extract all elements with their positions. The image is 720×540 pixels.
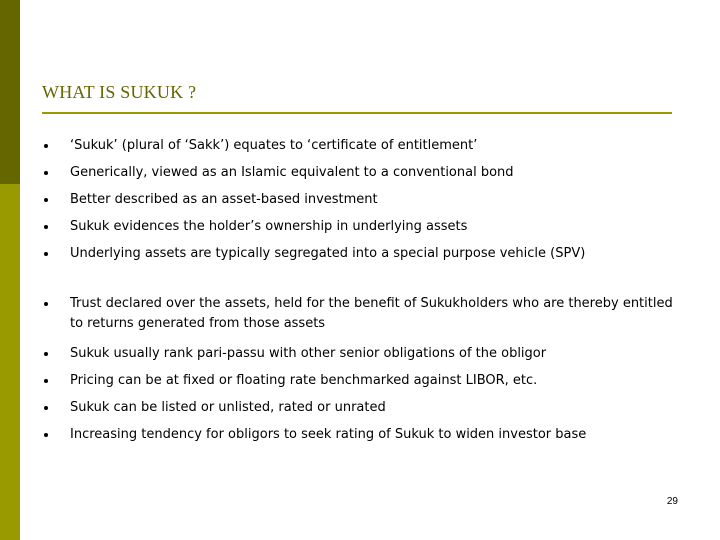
sidebar-accent-light <box>0 184 20 540</box>
title-divider <box>42 112 672 114</box>
bullet-icon <box>44 252 48 256</box>
bullet-icon <box>44 379 48 383</box>
bullet-text: Sukuk usually rank pari-passu with other senior obligations of the obligor <box>70 346 547 361</box>
page-number: 29 <box>666 496 678 507</box>
bullet-text: Better described as an asset-based investment <box>70 192 378 207</box>
bullet-icon <box>44 406 48 410</box>
bullet-icon <box>44 198 48 202</box>
bullet-icon <box>44 171 48 175</box>
bullet-icon <box>44 352 48 356</box>
bullet-text: Generically, viewed as an Islamic equivalent to a conventional bond <box>70 165 514 180</box>
bullet-text: Increasing tendency for obligors to seek rating of Sukuk to widen investor base <box>70 427 587 442</box>
bullet-text: Sukuk can be listed or unlisted, rated or unrated <box>70 400 386 415</box>
bullet-text: Underlying assets are typically segregated into a special purpose vehicle (SPV) <box>70 246 586 261</box>
slide-title: WHAT IS SUKUK ? <box>42 82 197 102</box>
bullet-text: Trust declared over the assets, held for the benefit of Sukukholders who are thereby entitled to returns generated from those assets <box>70 296 673 331</box>
bullet-icon <box>44 144 48 148</box>
bullet-text: Pricing can be at fixed or floating rate benchmarked against LIBOR, etc. <box>70 373 538 388</box>
bullet-text: Sukuk evidences the holder’s ownership in underlying assets <box>70 219 468 234</box>
bullet-text: ‘Sukuk’ (plural of ‘Sakk’) equates to ‘certificate of entitlement’ <box>70 138 478 153</box>
bullet-icon <box>44 225 48 229</box>
bullet-icon <box>44 433 48 437</box>
bullet-icon <box>44 302 48 306</box>
sidebar-accent-dark <box>0 0 20 184</box>
